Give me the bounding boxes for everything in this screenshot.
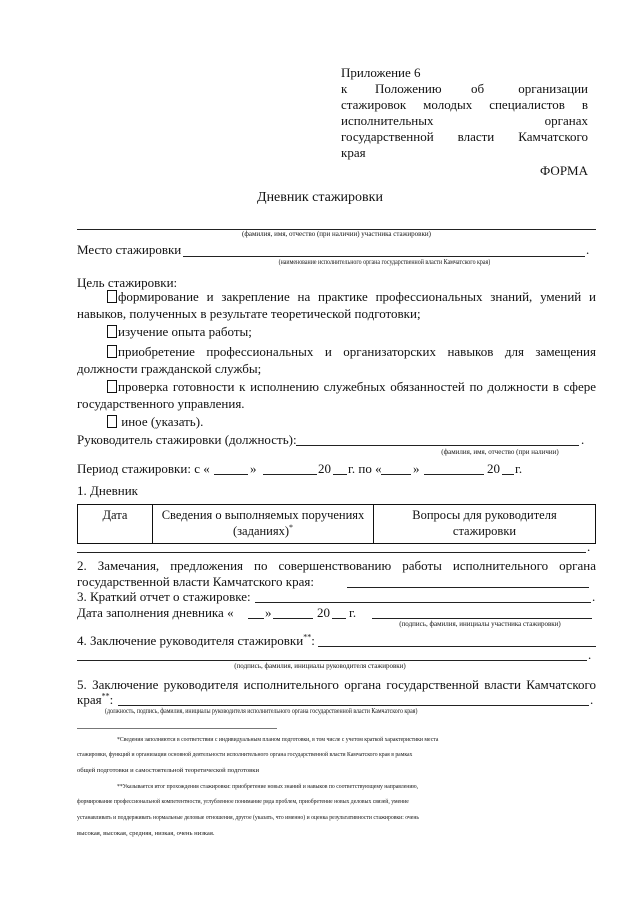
conclusion-head-caption: (должность, подпись, фамилия, инициалы руководителя исполнительного органа государственной власти Камчатского края) <box>105 707 418 715</box>
header-line-5: края <box>341 145 366 160</box>
header-line-2: стажировок молодых специалистов в <box>341 97 588 112</box>
period-to-day[interactable] <box>381 474 411 475</box>
diary-col-tasks-label-a: Сведения о выполняемых поручениях <box>161 508 365 522</box>
report-date-year[interactable] <box>332 618 346 619</box>
period-text-6: 20 <box>487 461 500 476</box>
report-date-text-2: » <box>265 605 272 620</box>
goal-item-4-text: проверка готовности к исполнению служебных обязанностей по должности в сфере <box>118 379 596 394</box>
header-word-organah: органах <box>544 113 588 128</box>
diary-end: . <box>587 539 591 554</box>
header-word-isp: исполнительных <box>341 113 434 128</box>
place-end: . <box>586 242 590 257</box>
appendix-number: Приложение 6 <box>341 65 421 80</box>
conclusion-label-text: 4. Заключение руководителя стажировки <box>77 633 304 648</box>
goal-item-2 <box>107 324 252 340</box>
report-date-text-1: Дата заполнения дневника « <box>77 605 234 620</box>
goal-checkbox-2[interactable] <box>107 325 117 338</box>
diary-col-date-label: Дата <box>102 508 128 522</box>
fio-caption: (фамилия, имя, отчество (при наличии) участника стажировки) <box>242 230 431 238</box>
diary-col-questions <box>374 505 596 544</box>
footnote-1-line-a: *Сведения заполняются в соответствии с индивидуальным планом подготовки, в том числе с учетом краткой характеристики места <box>117 736 439 743</box>
footnote-1-line-c: общей подготовки и самостоятельной теоретической подготовки <box>77 767 260 774</box>
report-caption: (подпись, фамилия, инициалы участника стажировки) <box>399 620 561 628</box>
goal-label: Цель стажировки: <box>77 275 178 290</box>
place-line[interactable] <box>183 256 585 257</box>
report-date-day[interactable] <box>248 618 264 619</box>
footnote-2-line-d: высокая, высокая, средняя, низкая, очень низкая. <box>77 830 215 837</box>
footnote-2-line-b: формирование профессиональной компетентности, углубленное понимание ряда проблем, приобретение новых деловых связей, умение <box>77 798 409 805</box>
period-text-3: 20 <box>318 461 331 476</box>
goal-item-1-line1 <box>107 289 596 305</box>
conclusion-head-colon: : <box>109 692 114 707</box>
conclusion-end: . <box>588 647 592 662</box>
header-word-k: к <box>341 81 348 96</box>
table-row <box>78 505 596 544</box>
place-caption: (наименование исполнительного органа государственной власти Камчатского края) <box>278 258 491 266</box>
goal-item-5-text: иное (указать). <box>118 414 204 429</box>
report-signature-line[interactable] <box>372 618 592 619</box>
goal-item-2-text: изучение опыта работы; <box>118 324 252 339</box>
period-text-7: г. <box>515 461 523 476</box>
supervisor-line[interactable] <box>296 445 579 446</box>
report-end: . <box>592 589 596 604</box>
diary-line[interactable] <box>77 552 586 553</box>
period-to-month[interactable] <box>424 474 484 475</box>
conclusion-sup: ** <box>303 632 312 642</box>
goal-item-4-line2: государственного управления. <box>77 396 245 411</box>
goal-item-1-text: формирование и закрепление на практике профессиональных знаний, умений и <box>118 289 596 304</box>
report-date-text-3: 20 <box>317 605 330 620</box>
period-row <box>77 461 596 477</box>
diary-heading: 1. Дневник <box>77 483 138 498</box>
supervisor-label: Руководитель стажировки (должность): <box>77 432 297 447</box>
supervisor-end: . <box>581 432 585 447</box>
footnote-2-line-a: **Указывается итог прохождения стажировки: приобретение новых знаний и навыков по соответствующему направлению, <box>117 783 419 790</box>
goal-item-3-text: приобретение профессиональных и организаторских навыков для замещения <box>118 344 596 359</box>
report-date-month[interactable] <box>273 618 313 619</box>
period-text-5: » <box>413 461 420 476</box>
period-text-2: » <box>250 461 257 476</box>
remarks-line[interactable] <box>347 587 589 588</box>
period-text-4: г. по « <box>348 461 382 476</box>
diary-col-questions-label-b: стажировки <box>452 524 517 538</box>
diary-col-date <box>78 505 153 544</box>
conclusion-line-2[interactable] <box>77 660 587 661</box>
header-word-polozh: Положению <box>375 81 442 96</box>
remarks-line-2: государственной власти Камчатского края: <box>77 574 314 589</box>
conclusion-label <box>77 633 315 649</box>
conclusion-colon: : <box>311 633 315 648</box>
diary-col-tasks-sup: * <box>289 522 294 532</box>
period-from-month[interactable] <box>263 474 317 475</box>
header-line-1 <box>341 81 588 97</box>
conclusion-head-krai: края <box>77 692 102 707</box>
report-label: 3. Краткий отчет о стажировке: <box>77 589 251 604</box>
diary-col-tasks-label-b: (заданиях) <box>232 524 290 538</box>
header-line-4: государственной власти Камчатского <box>341 129 588 144</box>
period-from-day[interactable] <box>214 474 248 475</box>
period-from-year[interactable] <box>333 474 347 475</box>
goal-item-5 <box>107 414 203 430</box>
goal-checkbox-4[interactable] <box>107 380 117 393</box>
conclusion-head-end: . <box>590 692 594 707</box>
goal-item-3-line1 <box>107 344 596 360</box>
conclusion-head-line-2 <box>77 692 113 708</box>
place-label: Место стажировки <box>77 242 182 257</box>
goal-checkbox-1[interactable] <box>107 290 117 303</box>
footnote-2-line-c: устанавливать и поддерживать нормальные деловые отношения, другое (указать, что именно) и оценка результативности стажировки: очень <box>77 814 419 821</box>
goal-checkbox-3[interactable] <box>107 345 117 358</box>
report-date-row <box>77 605 596 621</box>
header-line-3 <box>341 113 588 129</box>
header-word-org: организации <box>518 81 588 96</box>
supervisor-caption: (фамилия, имя, отчество (при наличии) <box>441 448 559 456</box>
conclusion-head-line-1: 5. Заключение руководителя исполнительного органа государственной власти Камчатского <box>77 677 596 692</box>
document-title: Дневник стажировки <box>257 190 383 205</box>
conclusion-head-sup: ** <box>101 691 110 701</box>
diary-col-questions-label-a: Вопросы для руководителя <box>412 508 557 522</box>
goal-item-4-line1 <box>107 379 596 395</box>
report-line[interactable] <box>255 602 591 603</box>
conclusion-caption: (подпись, фамилия, инициалы руководителя стажировки) <box>234 662 406 670</box>
diary-table <box>77 504 596 544</box>
footnote-1-line-b: стажировки, функций и организации основной деятельности исполнительного органа государственной власти Камчатского края в рамках <box>77 751 413 758</box>
period-text-1: Период стажировки: с « <box>77 461 210 476</box>
goal-item-1-line2: навыков, полученных в результате теоретической подготовки; <box>77 306 421 321</box>
period-to-year[interactable] <box>502 474 514 475</box>
diary-col-tasks <box>153 505 374 544</box>
report-date-text-4: г. <box>349 605 357 620</box>
form-label: ФОРМА <box>540 163 588 178</box>
goal-checkbox-5[interactable] <box>107 415 117 428</box>
footnote-divider <box>77 728 277 729</box>
conclusion-line-1[interactable] <box>318 646 596 647</box>
remarks-line-1: 2. Замечания, предложения по совершенствованию работы исполнительного органа <box>77 558 596 573</box>
conclusion-head-line[interactable] <box>118 705 589 706</box>
header-word-ob: об <box>471 81 485 96</box>
goal-item-3-line2: должности гражданской службы; <box>77 361 262 376</box>
